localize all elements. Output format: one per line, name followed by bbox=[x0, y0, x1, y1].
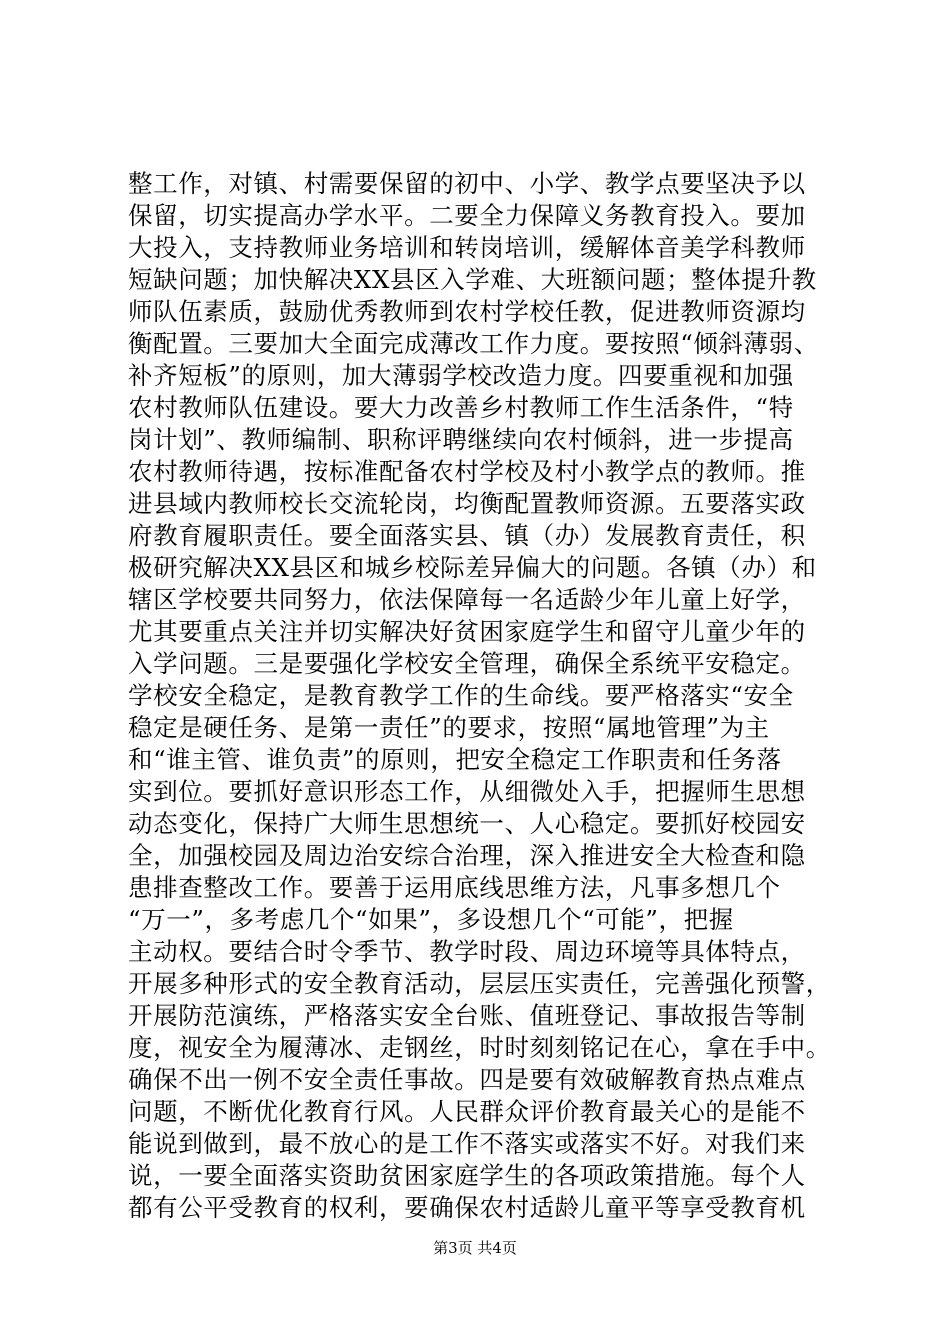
text-line: 全，加强校园及周边治安综合治理，深入推进安全大检查和隐 bbox=[128, 841, 806, 870]
text-line: 确保不出一例不安全责任事故。四是要有效破解教育热点难点 bbox=[128, 1065, 806, 1094]
text-line: 农村教师待遇，按标准配备农村学校及村小教学点的教师。推 bbox=[128, 457, 806, 486]
text-line: 主动权。要结合时令季节、教学时段、周边环境等具体特点， bbox=[128, 937, 806, 966]
text-line: 入学问题。三是要强化学校安全管理，确保全系统平安稳定。 bbox=[128, 649, 806, 678]
text-line: 衡配置。三要加大全面完成薄改工作力度。要按照“倾斜薄弱、 bbox=[128, 329, 819, 358]
page-number-footer: 第3页 共4页 bbox=[433, 1239, 517, 1257]
text-line: 开展防范演练，严格落实安全台账、值班登记、事故报告等制 bbox=[128, 1001, 806, 1030]
body-text bbox=[128, 168, 848, 1224]
text-line: 进县域内教师校长交流轮岗，均衡配置教师资源。五要落实政 bbox=[128, 489, 806, 518]
text-line: 保留，切实提高办学水平。二要全力保障义务教育投入。要加 bbox=[128, 201, 806, 230]
text-line: 和“谁主管、谁负责”的原则，把安全稳定工作职责和任务落 bbox=[128, 745, 782, 774]
text-line: 实到位。要抓好意识形态工作，从细微处入手，把握师生思想 bbox=[128, 777, 806, 806]
text-line: 度，视安全为履薄冰、走钢丝，时时刻刻铭记在心，拿在手中。 bbox=[128, 1033, 831, 1062]
text-line: 大投入，支持教师业务培训和转岗培训，缓解体音美学科教师 bbox=[128, 233, 806, 262]
text-line: 补齐短板”的原则，加大薄弱学校改造力度。四要重视和加强 bbox=[128, 361, 794, 390]
text-line: “万一”，多考虑几个“如果”，多设想几个“可能”，把握 bbox=[128, 905, 734, 934]
text-line: 师队伍素质，鼓励优秀教师到农村学校任教，促进教师资源均 bbox=[128, 297, 806, 326]
text-line: 短缺问题；加快解决XX县区入学难、大班额问题；整体提升教 bbox=[128, 265, 817, 294]
text-line: 农村教师队伍建设。要大力改善乡村教师工作生活条件，“特 bbox=[128, 393, 794, 422]
text-line: 稳定是硬任务、是第一责任”的要求，按照“属地管理”为主 bbox=[128, 713, 770, 742]
text-line: 岗计划”、教师编制、职称评聘继续向农村倾斜，进一步提高 bbox=[128, 425, 794, 454]
text-line: 问题，不断优化教育行风。人民群众评价教育最关心的是能不 bbox=[128, 1097, 806, 1126]
text-line: 府教育履职责任。要全面落实县、镇（办）发展教育责任，积 bbox=[128, 521, 806, 550]
text-line: 开展多种形式的安全教育活动，层层压实责任，完善强化预警， bbox=[128, 969, 831, 998]
text-line: 整工作，对镇、村需要保留的初中、小学、教学点要坚决予以 bbox=[128, 169, 806, 198]
text-line: 动态变化，保持广大师生思想统一、人心稳定。要抓好校园安 bbox=[128, 809, 806, 838]
text-line: 极研究解决XX县区和城乡校际差异偏大的问题。各镇（办）和 bbox=[128, 553, 817, 582]
text-line: 患排查整改工作。要善于运用底线思维方法，凡事多想几个 bbox=[128, 873, 781, 902]
text-line: 学校安全稳定，是教育教学工作的生命线。要严格落实“安全 bbox=[128, 681, 794, 710]
text-line: 尤其要重点关注并切实解决好贫困家庭学生和留守儿童少年的 bbox=[128, 617, 806, 646]
text-line: 辖区学校要共同努力，依法保障每一名适龄少年儿童上好学， bbox=[128, 585, 806, 614]
text-line: 说，一要全面落实资助贫困家庭学生的各项政策措施。每个人 bbox=[128, 1161, 806, 1190]
text-line: 能说到做到，最不放心的是工作不落实或落实不好。对我们来 bbox=[128, 1129, 806, 1158]
text-line: 都有公平受教育的权利，要确保农村适龄儿童平等享受教育机 bbox=[128, 1193, 806, 1222]
